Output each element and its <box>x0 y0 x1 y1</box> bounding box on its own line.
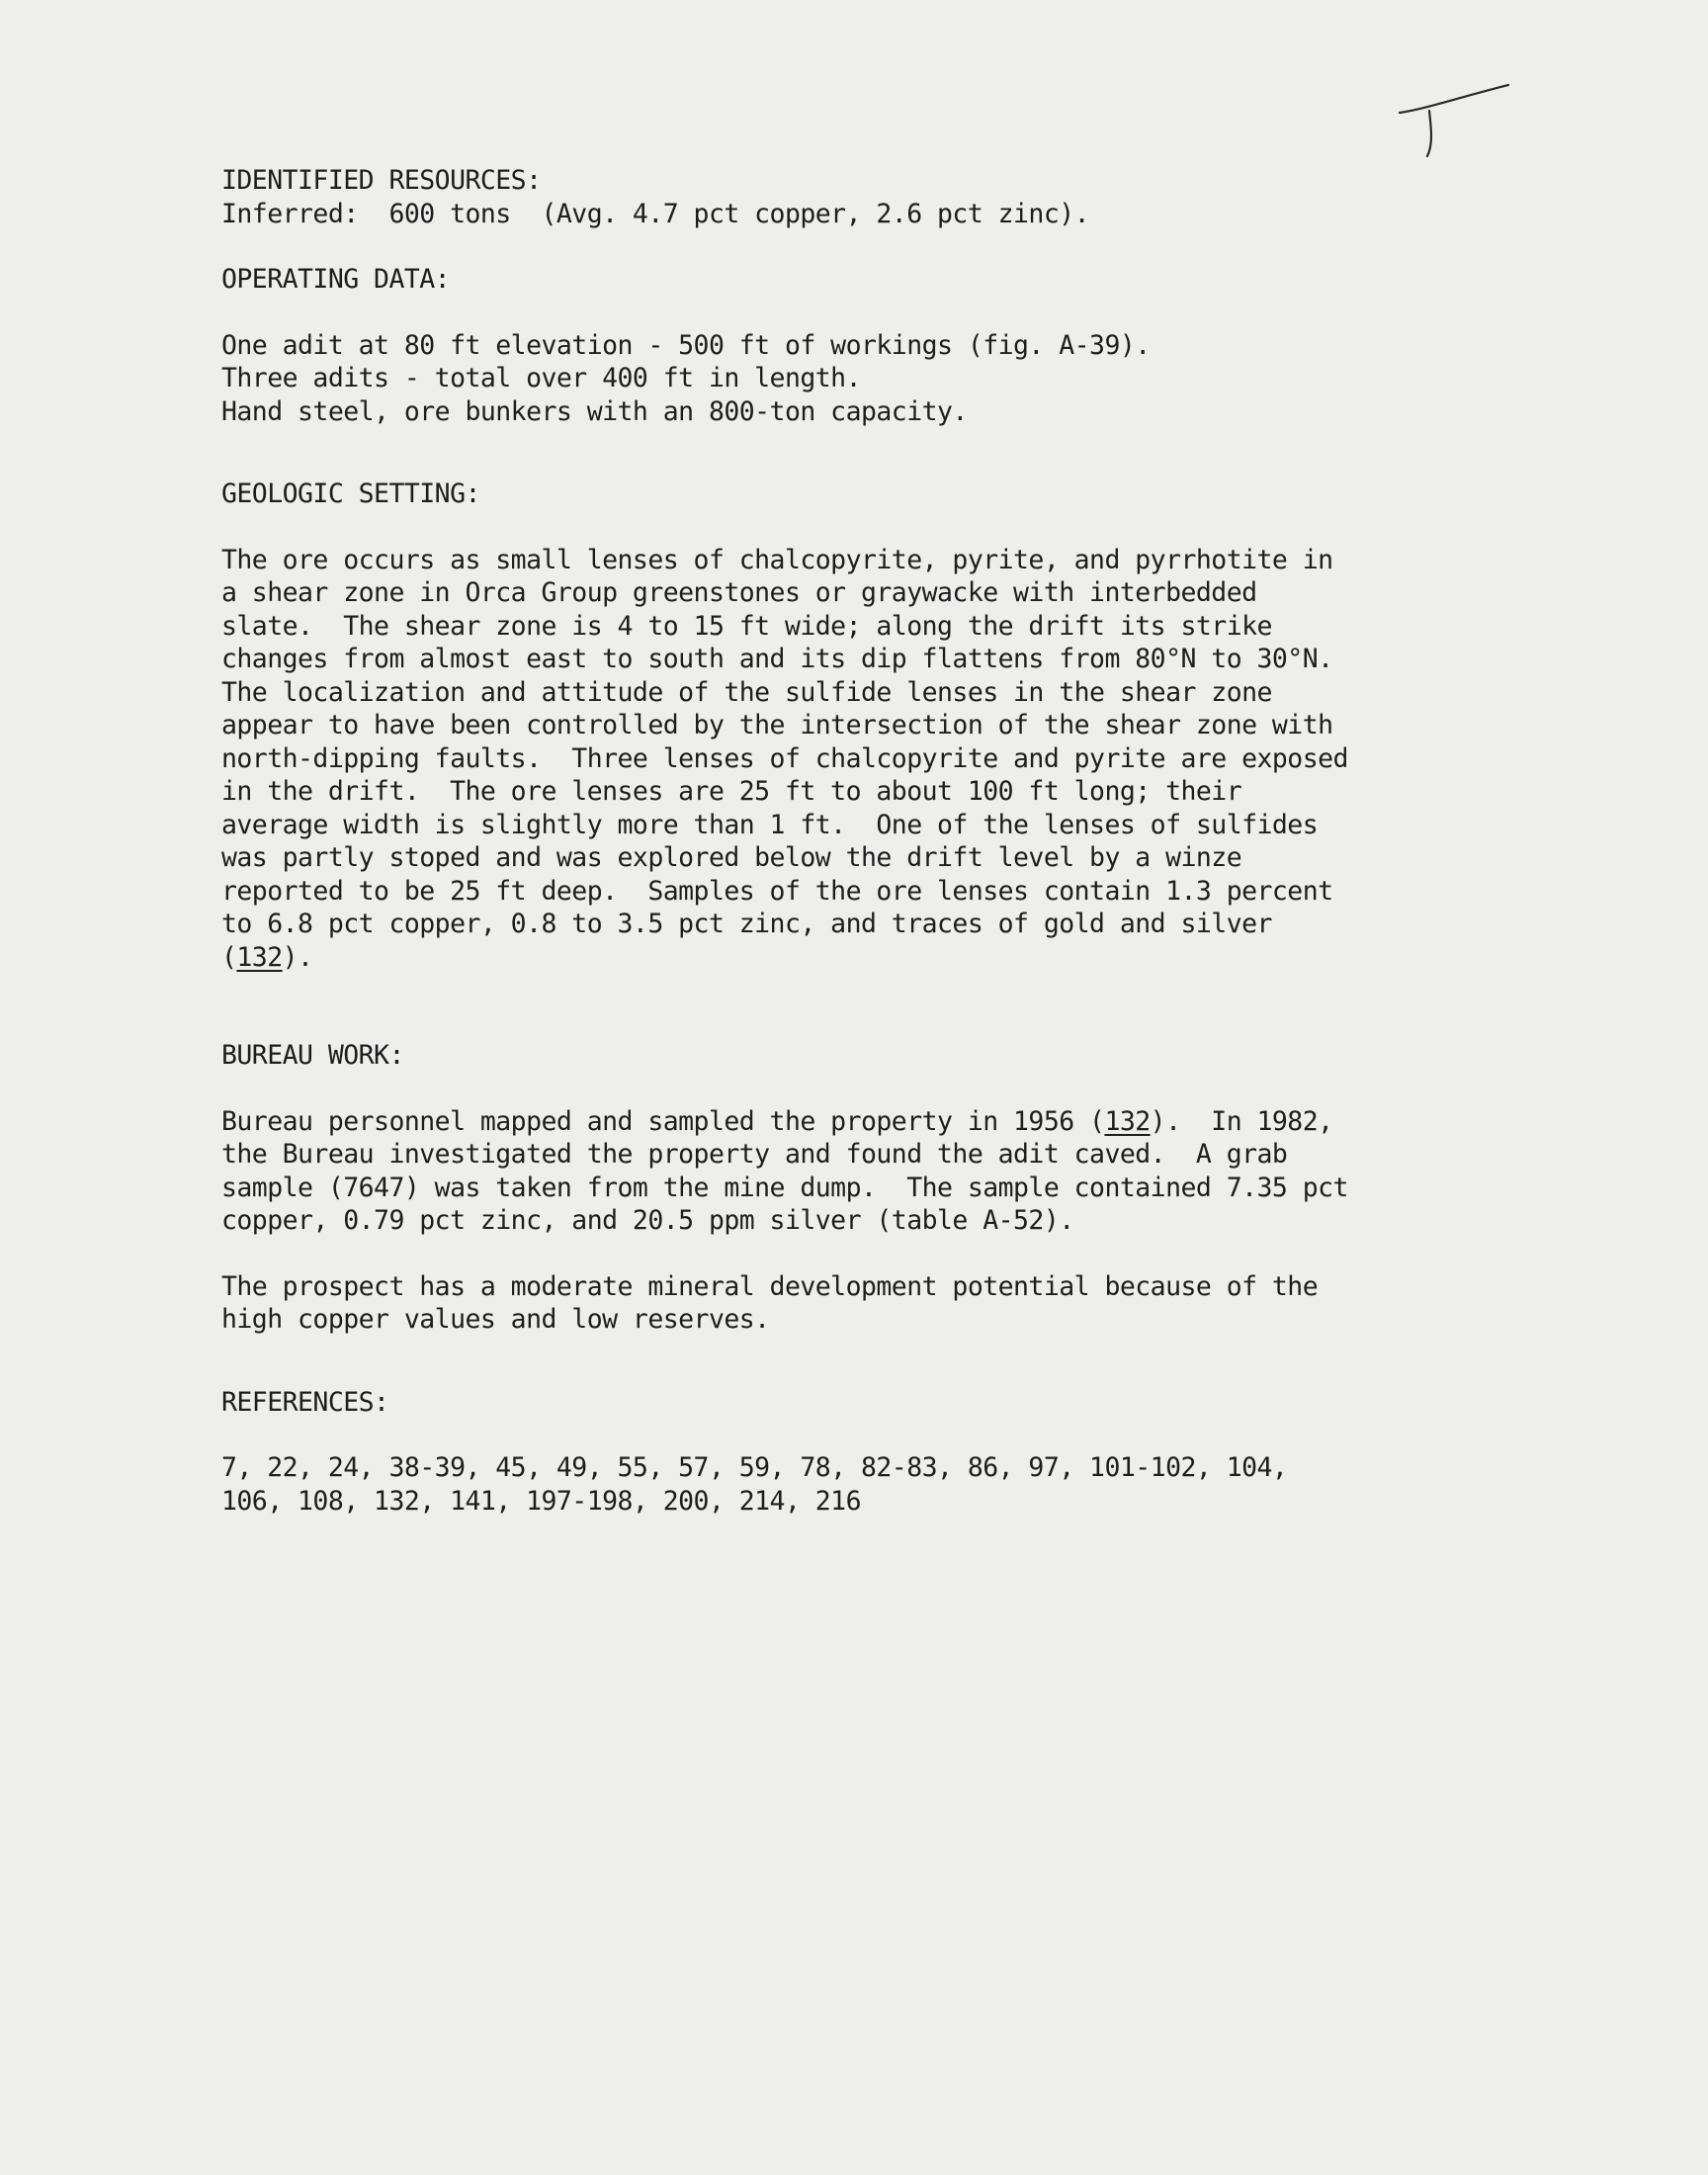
geologic-line: slate. The shear zone is 4 to 15 ft wide; along the drift its strike <box>221 610 1272 642</box>
geologic-line: north-dipping faults. Three lenses of chalcopyrite and pyrite are exposed <box>221 742 1348 774</box>
bureau-line: copper, 0.79 pct zinc, and 20.5 ppm silver (table A-52). <box>221 1205 1074 1236</box>
references-line: 7, 22, 24, 38-39, 45, 49, 55, 57, 59, 78, 82-83, 86, 97, 101-102, 104, <box>221 1452 1288 1483</box>
reference-citation: 132 <box>1104 1105 1151 1137</box>
identified-resources-heading: IDENTIFIED RESOURCES: <box>221 165 542 196</box>
document-body <box>221 164 1506 1518</box>
geologic-line: reported to be 25 ft deep. Samples of the ore lenses contain 1.3 percent <box>221 875 1333 907</box>
identified-resources-section <box>221 164 1506 230</box>
references-line: 106, 108, 132, 141, 197-198, 200, 214, 216 <box>221 1485 861 1517</box>
bureau-line <box>221 1105 1506 1139</box>
reference-citation: 132 <box>236 941 283 973</box>
bureau-work-heading: BUREAU WORK: <box>221 1040 404 1071</box>
citation-suffix: ). <box>282 941 313 973</box>
operating-line: Hand steel, ore bunkers with an 800-ton capacity. <box>221 395 968 427</box>
operating-line: One adit at 80 ft elevation - 500 ft of workings (fig. A-39). <box>221 329 1151 361</box>
references-heading: REFERENCES: <box>221 1386 389 1418</box>
bureau-work-section <box>221 1039 1506 1337</box>
geologic-line: was partly stoped and was explored below the drift level by a winze <box>221 842 1242 873</box>
geologic-line: The localization and attitude of the sulfide lenses in the shear zone <box>221 676 1272 708</box>
geologic-line: a shear zone in Orca Group greenstones or graywacke with interbedded <box>221 577 1257 608</box>
potential-line: The prospect has a moderate mineral development potential because of the <box>221 1270 1319 1302</box>
geologic-line: appear to have been controlled by the intersection of the shear zone with <box>221 710 1333 740</box>
operating-data-section <box>221 263 1506 428</box>
geologic-line: in the drift. The ore lenses are 25 ft to about 100 ft long; their <box>221 776 1242 807</box>
inferred-line: Inferred: 600 tons (Avg. 4.7 pct copper, 2.6 pct zinc). <box>221 198 1090 229</box>
references-section <box>221 1386 1506 1519</box>
geologic-setting-heading: GEOLOGIC SETTING: <box>221 478 480 509</box>
bureau-line: sample (7647) was taken from the mine dump. The sample contained 7.35 pct <box>221 1172 1348 1203</box>
geologic-last-line: (132). <box>221 941 313 973</box>
geologic-line: to 6.8 pct copper, 0.8 to 3.5 pct zinc, and traces of gold and silver <box>221 909 1272 939</box>
geologic-line: The ore occurs as small lenses of chalcopyrite, pyrite, and pyrrhotite in <box>221 544 1333 575</box>
bureau-line-start: Bureau personnel mapped and sampled the property in 1956 ( <box>221 1105 1105 1137</box>
operating-data-heading: OPERATING DATA: <box>221 264 451 295</box>
handwritten-check-mark <box>1392 79 1510 168</box>
geologic-line: changes from almost east to south and its dip flattens from 80°N to 30°N. <box>221 644 1333 674</box>
operating-line: Three adits - total over 400 ft in length. <box>221 363 861 393</box>
geologic-setting-section <box>221 478 1506 974</box>
bureau-line-end: ). In 1982, <box>1150 1105 1333 1137</box>
potential-line: high copper values and low reserves. <box>221 1304 770 1335</box>
bureau-line: the Bureau investigated the property and found the adit caved. A grab <box>221 1139 1288 1170</box>
geologic-line: average width is slightly more than 1 ft. One of the lenses of sulfides <box>221 809 1319 840</box>
